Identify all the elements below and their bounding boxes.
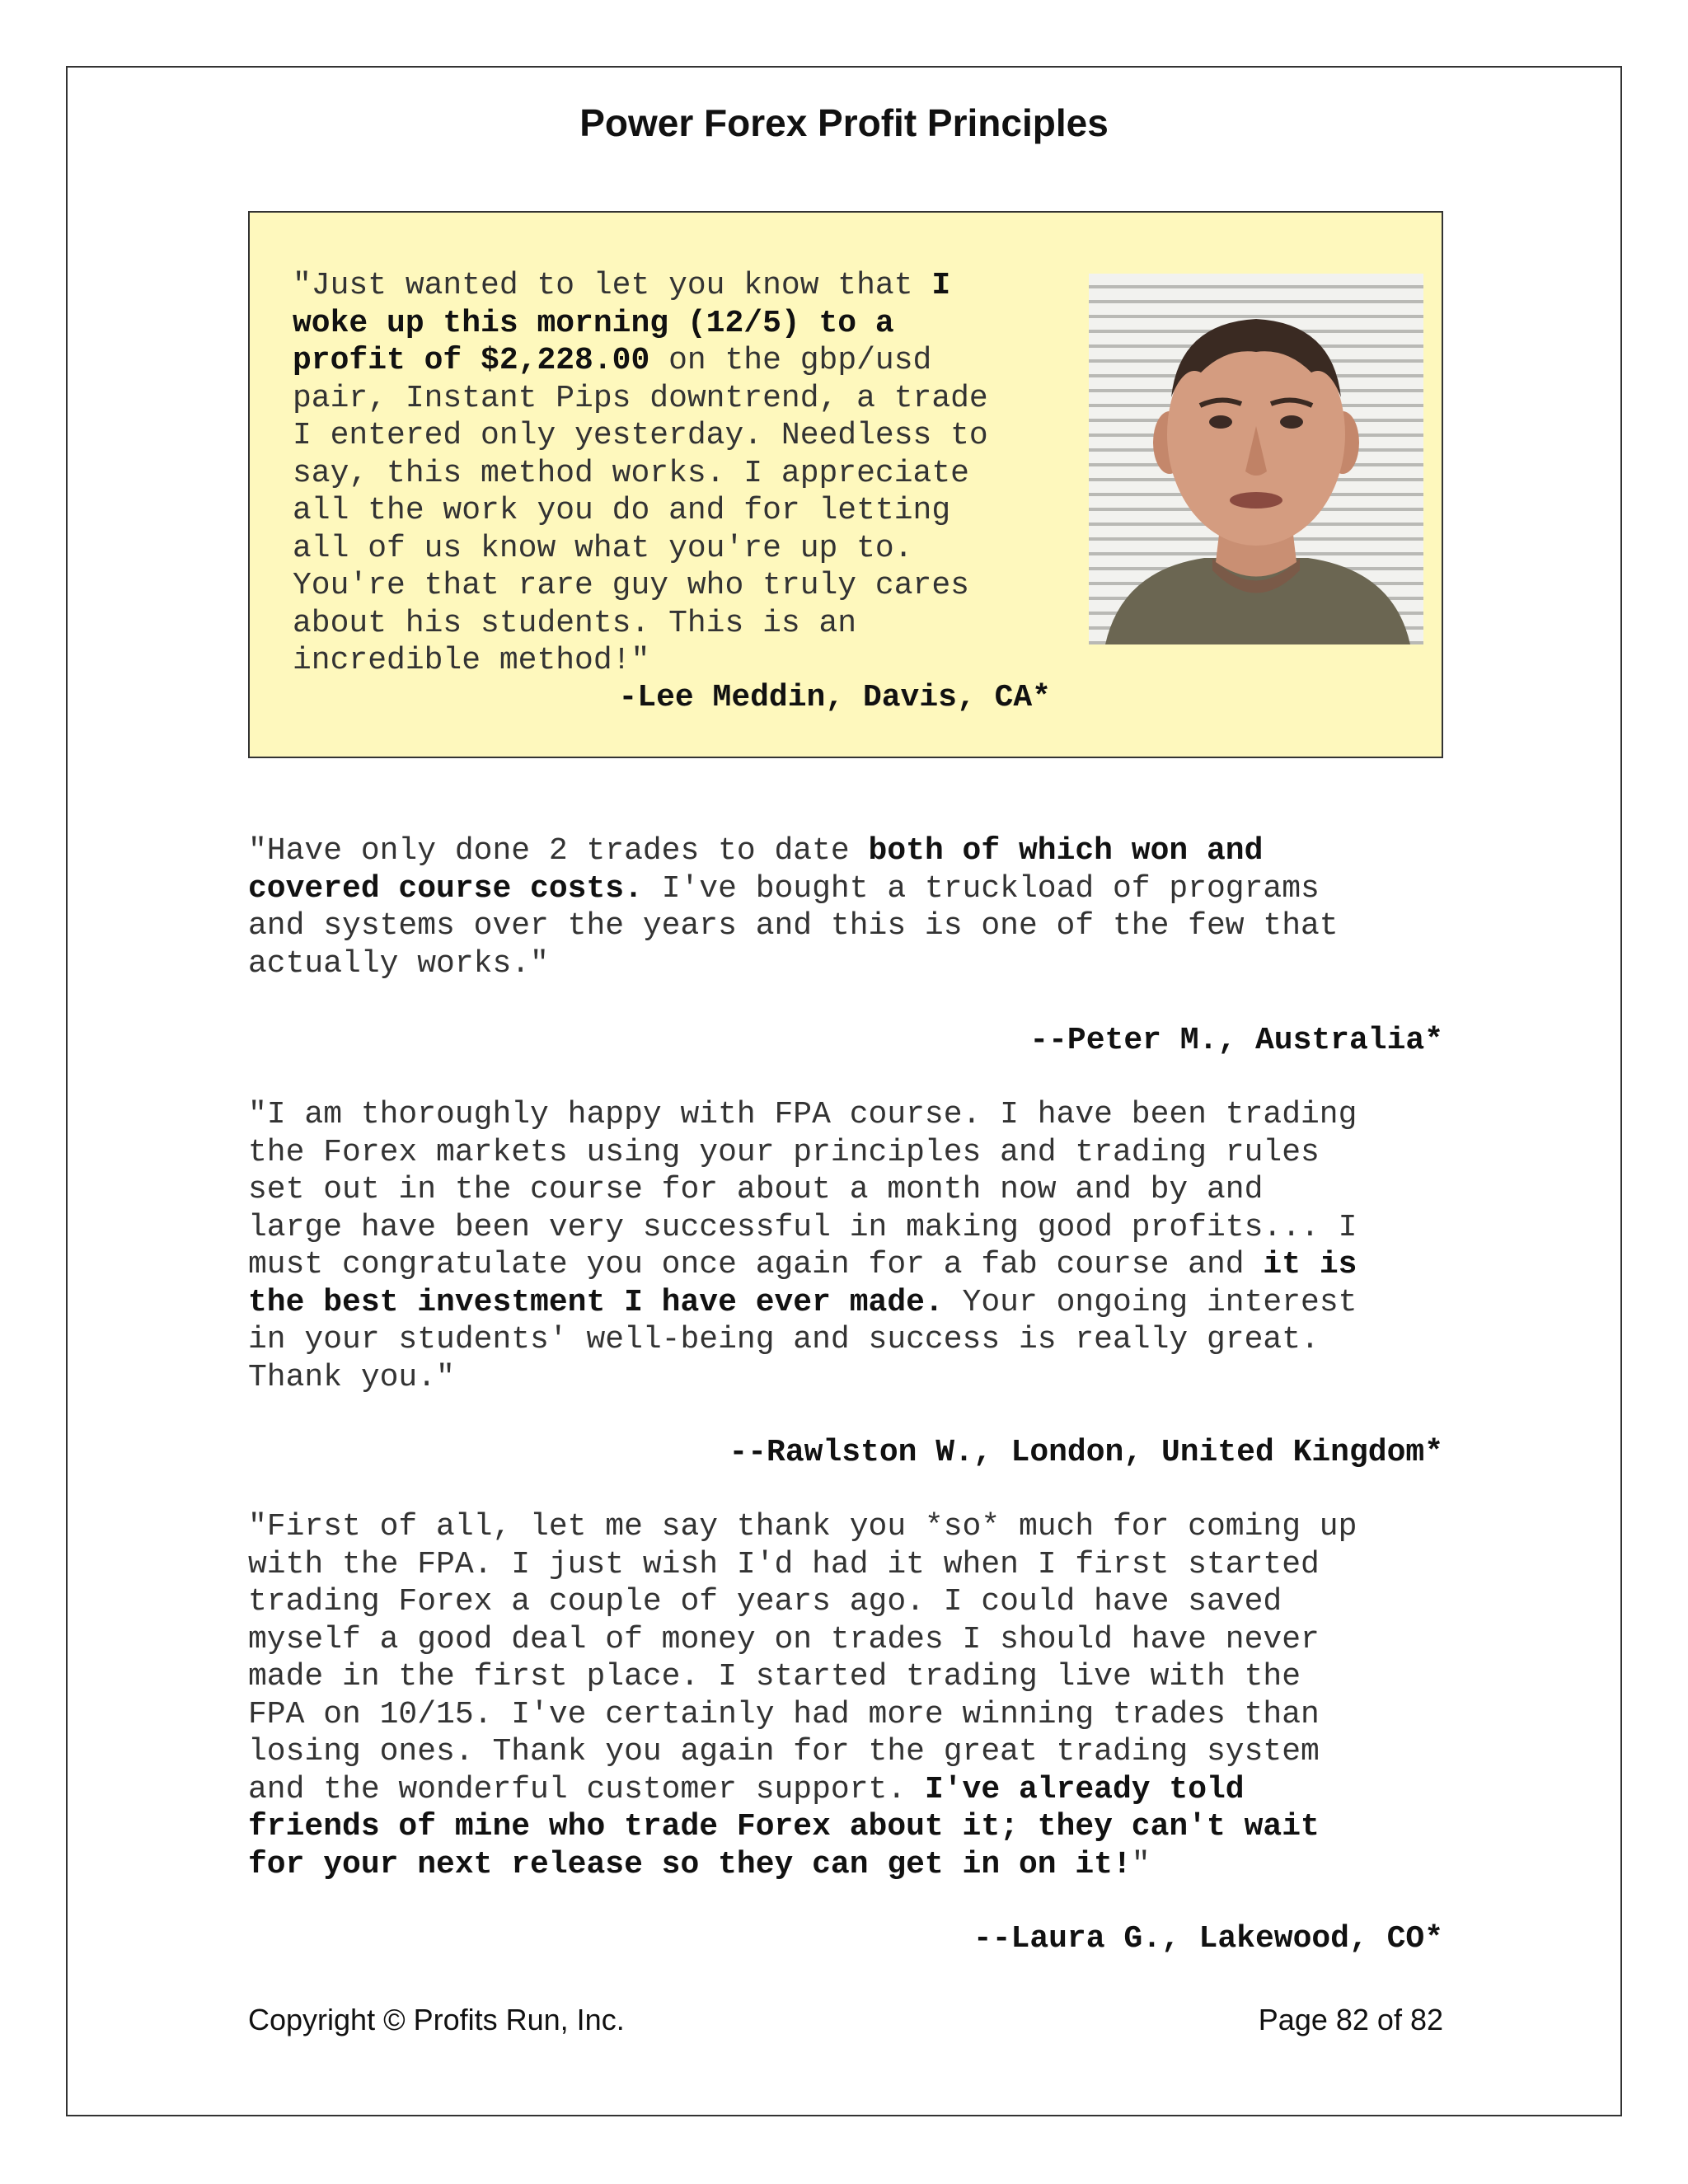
quote-line <box>293 605 1051 643</box>
testimonial-attribution-3: --Laura G., Lakewood, CO* <box>973 1921 1443 1957</box>
quote-line <box>248 1359 1443 1397</box>
quote-text: "Just wanted to let you know that <box>293 268 932 303</box>
quote-line <box>248 945 1443 983</box>
quote-text: in your students' well-being and success is really great. <box>248 1322 1320 1357</box>
quote-line <box>248 1546 1443 1584</box>
quote-text: about his students. This is an <box>293 605 857 641</box>
testimonial-photo <box>1089 274 1423 644</box>
quote-line <box>293 342 1051 380</box>
testimonial-quote-1 <box>248 832 1443 982</box>
quote-text: with the FPA. I just wish I'd had it when I first started <box>248 1546 1320 1582</box>
quote-text: myself a good deal of money on trades I should have never <box>248 1621 1320 1657</box>
testimonial-quote-3 <box>248 1508 1443 1883</box>
quote-text-bold: friends of mine who trade Forex about it; they can't wait <box>248 1809 1320 1844</box>
quote-line <box>293 455 1051 493</box>
person-photo-icon <box>1089 274 1423 644</box>
quote-text-bold: woke up this morning (12/5) to a <box>293 305 894 341</box>
quote-text: say, this method works. I appreciate <box>293 455 969 491</box>
quote-line <box>293 417 1051 455</box>
quote-text-bold: both of which won and <box>868 833 1264 869</box>
quote-text: the Forex markets using your principles and trading rules <box>248 1134 1320 1170</box>
quote-text-bold: the best investment I have ever made. <box>248 1284 944 1320</box>
quote-text: incredible method!" <box>293 643 650 678</box>
quote-text: must congratulate you once again for a fab course and <box>248 1247 1264 1282</box>
quote-text-bold: I've already told <box>924 1771 1245 1807</box>
quote-line <box>293 567 1051 605</box>
quote-text: set out in the course for about a month now and by and <box>248 1172 1264 1207</box>
featured-testimonial-attribution: -Lee Meddin, Davis, CA* <box>618 680 1051 715</box>
quote-line <box>293 530 1051 568</box>
quote-line <box>293 380 1051 418</box>
quote-text: actually works." <box>248 945 549 982</box>
quote-text-bold: I <box>931 268 951 303</box>
quote-line <box>248 1246 1443 1284</box>
quote-text: and systems over the years and this is one of the few that <box>248 908 1339 944</box>
quote-text-bold: covered course costs. <box>248 870 643 907</box>
quote-line <box>248 1846 1443 1884</box>
quote-text: "I am thoroughly happy with FPA course. I have been trading <box>248 1097 1357 1132</box>
quote-text: on the gbp/usd <box>649 343 932 378</box>
featured-testimonial-box <box>248 211 1443 758</box>
quote-text: all of us know what you're up to. <box>293 530 913 566</box>
quote-line <box>293 492 1051 530</box>
quote-text-bold: it is <box>1263 1247 1357 1282</box>
quote-text: Your ongoing interest <box>943 1284 1357 1320</box>
quote-line <box>248 1583 1443 1621</box>
quote-text: FPA on 10/15. I've certainly had more winning trades than <box>248 1696 1320 1732</box>
quote-line <box>248 870 1443 908</box>
quote-line <box>248 1621 1443 1659</box>
featured-testimonial-quote <box>293 267 1051 680</box>
quote-line <box>293 642 1051 680</box>
quote-line <box>248 1284 1443 1322</box>
quote-text: and the wonderful customer support. <box>248 1771 925 1807</box>
footer-copyright: Copyright © Profits Run, Inc. <box>248 2003 625 2036</box>
quote-text: trading Forex a couple of years ago. I could have saved <box>248 1584 1282 1619</box>
quote-text: I've bought a truckload of programs <box>642 870 1320 907</box>
quote-text: pair, Instant Pips downtrend, a trade <box>293 380 988 416</box>
quote-line <box>248 1321 1443 1359</box>
page-title: Power Forex Profit Principles <box>579 101 1109 144</box>
testimonial-attribution-1: --Peter M., Australia* <box>1029 1023 1443 1058</box>
quote-line <box>248 1696 1443 1734</box>
quote-text: "Have only done 2 trades to date <box>248 833 869 869</box>
quote-text: I entered only yesterday. Needless to <box>293 418 988 453</box>
quote-text: " <box>1131 1846 1151 1882</box>
quote-line <box>248 832 1443 870</box>
quote-text: all the work you do and for letting <box>293 493 951 528</box>
quote-text: Thank you." <box>248 1359 455 1395</box>
quote-text: made in the first place. I started trading live with the <box>248 1659 1301 1694</box>
quote-line <box>248 907 1443 945</box>
quote-line <box>248 1808 1443 1846</box>
quote-line <box>248 1134 1443 1172</box>
quote-line <box>248 1508 1443 1546</box>
testimonial-attribution-2: --Rawlston W., London, United Kingdom* <box>729 1435 1443 1470</box>
quote-text: losing ones. Thank you again for the great trading system <box>248 1734 1320 1769</box>
quote-text-bold: profit of $2,228.00 <box>293 343 650 378</box>
quote-text: You're that rare guy who truly cares <box>293 568 969 603</box>
quote-text: "First of all, let me say thank you *so* much for coming up <box>248 1509 1357 1544</box>
quote-text-bold: for your next release so they can get in on it! <box>248 1846 1132 1882</box>
quote-line <box>248 1209 1443 1247</box>
quote-line <box>248 1658 1443 1696</box>
quote-line <box>248 1771 1443 1809</box>
quote-line <box>248 1733 1443 1771</box>
quote-line <box>293 267 1051 305</box>
footer-page-number: Page 82 of 82 <box>1258 2003 1443 2036</box>
testimonial-quote-2 <box>248 1096 1443 1396</box>
quote-text: large have been very successful in making good profits... I <box>248 1209 1357 1245</box>
quote-line <box>293 305 1051 343</box>
quote-line <box>248 1171 1443 1209</box>
quote-line <box>248 1096 1443 1134</box>
